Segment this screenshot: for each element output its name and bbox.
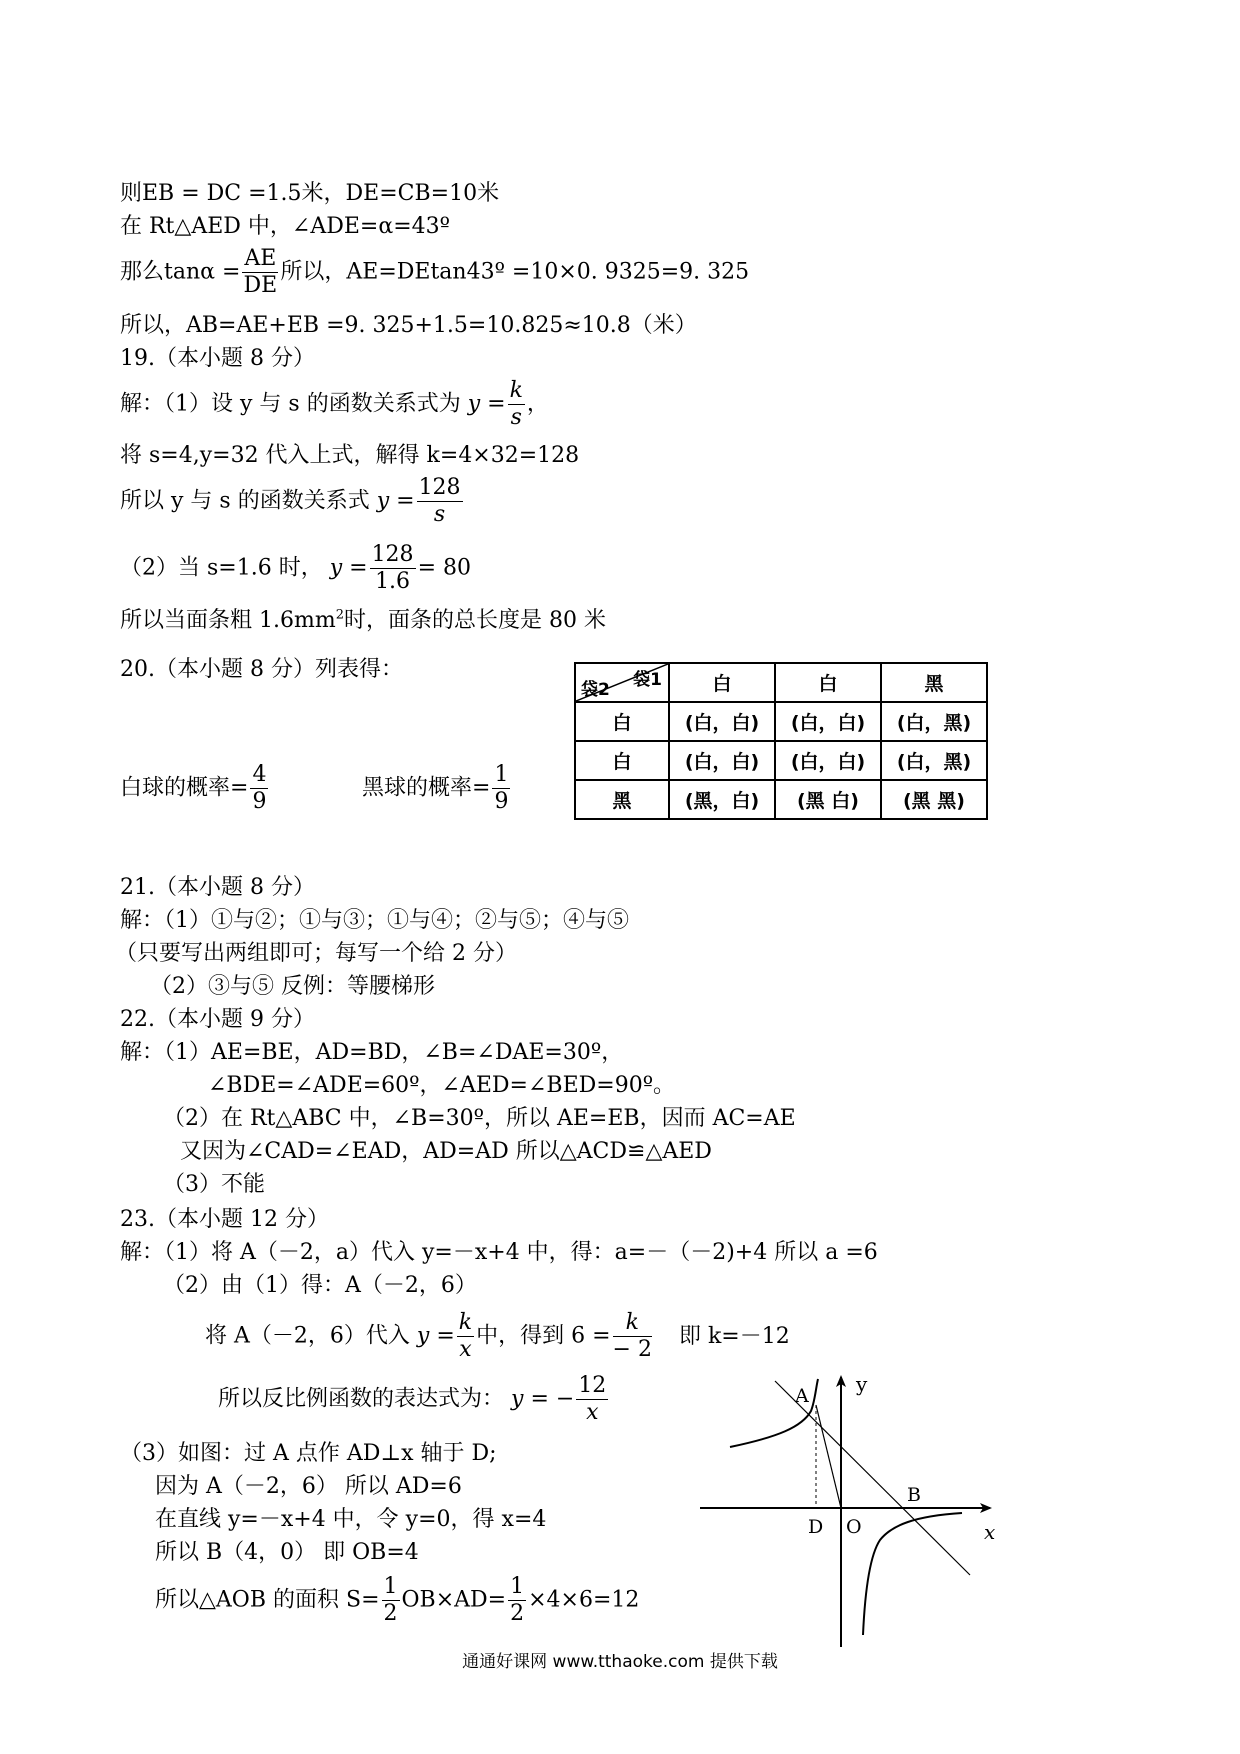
equation-lhs: y = <box>329 555 368 581</box>
text-segment: 所以反比例函数的表达式为： <box>218 1386 505 1412</box>
question-heading: 22.（本小题 9 分） <box>120 1007 315 1032</box>
text-line: 又因为∠CAD=∠EAD，AD=AD 所以△ACD≌△AED <box>180 1139 712 1164</box>
point-b-label: B <box>907 1484 921 1506</box>
numerator: k <box>509 378 523 403</box>
text-line: 将 s=4,y=32 代入上式，解得 k=4×32=128 <box>120 443 580 468</box>
numerator: 128 <box>418 475 461 500</box>
hyperbola-branch-right <box>863 1513 962 1635</box>
table-cell: (白，黑) <box>881 702 987 741</box>
text-line: 因为 A（－2，6） 所以 AD=6 <box>155 1474 462 1499</box>
text-segment: 解：（1）设 y 与 s 的函数关系式为 <box>120 391 461 417</box>
fraction <box>242 246 278 299</box>
table-row <box>575 741 987 780</box>
text-segment: 将 A（－2，6）代入 <box>205 1323 410 1349</box>
table-cell: (白，白) <box>775 702 881 741</box>
text-line: 在 Rt△AED 中，∠ADE=α=43º <box>120 214 450 239</box>
text-line <box>120 607 606 635</box>
fraction <box>576 1373 608 1426</box>
text-line: （2）在 Rt△ABC 中，∠B=30º，所以 AE=EB，因而 AC=AE <box>163 1106 796 1131</box>
denominator: s <box>433 502 446 527</box>
denominator: DE <box>243 273 278 298</box>
table-header-cell: 黑 <box>881 663 987 702</box>
fraction <box>613 1310 652 1363</box>
denominator: x <box>459 1337 472 1362</box>
x-axis-label: x <box>984 1520 996 1544</box>
text-line: 解：（1）将 A（－2，a）代入 y=－x+4 中，得：a=－（－2)+4 所以 a =6 <box>120 1240 878 1265</box>
line-y-neg-x-plus-4 <box>775 1381 970 1575</box>
fraction <box>492 762 510 815</box>
table-row <box>575 780 987 819</box>
text-segment: 白球的概率= <box>120 775 249 801</box>
text-line-with-fraction <box>218 1373 610 1426</box>
denominator: − 2 <box>612 1337 652 1362</box>
table-cell: (白，白) <box>775 741 881 780</box>
fraction <box>417 475 463 528</box>
question-heading: 21.（本小题 8 分） <box>120 875 315 900</box>
text-line: 所以，AB=AE+EB =9. 325+1.5=10.825≈10.8（米） <box>120 313 697 338</box>
probability-line <box>120 762 270 815</box>
probability-table <box>574 662 988 820</box>
question-heading: 23.（本小题 12 分） <box>120 1207 329 1232</box>
numerator: 128 <box>371 542 414 567</box>
text-segment: 中，得到 6 = <box>476 1323 611 1349</box>
text-segment: = 80 <box>417 555 471 581</box>
point-a-label: A <box>795 1385 809 1407</box>
fraction <box>508 378 525 431</box>
text-segment: 时，面条的总长度是 80 米 <box>344 608 606 633</box>
text-line: （3）如图：过 A 点作 AD⊥x 轴于 D; <box>120 1441 497 1466</box>
text-line: （2）③与⑤ 反例：等腰梯形 <box>150 974 435 999</box>
point-d-label: D <box>808 1516 824 1538</box>
fraction <box>382 1574 400 1627</box>
page-footer: 通通好课网 www.tthaoke.com 提供下载 <box>462 1652 778 1672</box>
denominator: 9 <box>252 789 267 814</box>
table-cell: (黑 黑) <box>881 780 987 819</box>
denominator: x <box>586 1400 599 1425</box>
table-header-cell: 白 <box>775 663 881 702</box>
text-segment: 所以△AOB 的面积 S= <box>155 1587 380 1613</box>
text-segment: OB×AD= <box>401 1587 507 1613</box>
denominator: 2 <box>510 1601 525 1626</box>
origin-label: O <box>846 1516 862 1538</box>
denominator: 1.6 <box>375 569 411 594</box>
text-segment: ×4×6=12 <box>528 1587 640 1613</box>
text-segment: 那么tanα = <box>120 259 241 285</box>
table-row-label: 白 <box>575 702 669 741</box>
table-header-cell: 白 <box>669 663 775 702</box>
numerator: 4 <box>252 762 267 787</box>
text-line: （2）由（1）得：A（－2，6） <box>163 1273 477 1298</box>
numerator: AE <box>244 246 277 271</box>
question-heading: 19.（本小题 8 分） <box>120 346 315 371</box>
fraction <box>370 542 416 595</box>
probability-line <box>362 762 512 815</box>
table-header-row <box>575 663 987 702</box>
text-segment: 黑球的概率= <box>362 775 491 801</box>
text-line-with-fraction <box>120 542 471 595</box>
text-line-with-fraction <box>155 1574 639 1627</box>
table-cell: (白，白) <box>669 702 775 741</box>
text-segment: ， <box>526 391 549 417</box>
table-cell: (白，白) <box>669 741 775 780</box>
table-cell: (黑 白) <box>775 780 881 819</box>
superscript: 2 <box>335 607 344 623</box>
numerator: 1 <box>494 762 509 787</box>
equation-lhs: y = − <box>511 1386 575 1412</box>
numerator: k <box>613 1310 652 1337</box>
fraction <box>508 1574 526 1627</box>
corner-label-bag2: 袋2 <box>581 680 610 700</box>
table-row-label: 黑 <box>575 780 669 819</box>
denominator: 9 <box>494 789 509 814</box>
y-axis-label: y <box>856 1372 868 1396</box>
equation-lhs: y = <box>416 1323 455 1349</box>
numerator: 1 <box>510 1574 525 1599</box>
text-line: （3）不能 <box>163 1172 265 1197</box>
text-line-with-fraction <box>205 1310 790 1363</box>
text-segment: 所以当面条粗 1.6mm <box>120 608 336 633</box>
denominator: s <box>510 405 522 430</box>
text-segment: （2）当 s=1.6 时， <box>120 555 323 581</box>
text-segment: 所以 y 与 s 的函数关系式 <box>120 488 370 514</box>
numerator: 1 <box>383 1574 398 1599</box>
text-line-with-fraction <box>120 475 465 528</box>
text-line: 解：（1）AE=BE，AD=BD，∠B=∠DAE=30º， <box>120 1040 624 1065</box>
numerator: 12 <box>578 1373 607 1398</box>
denominator: 2 <box>383 1601 398 1626</box>
question-heading: 20.（本小题 8 分）列表得： <box>120 657 403 682</box>
fraction <box>457 1310 474 1363</box>
equation-lhs: y = <box>376 488 415 514</box>
segment-AO <box>816 1405 841 1508</box>
table-corner-cell <box>575 663 669 702</box>
numerator: k <box>458 1310 473 1335</box>
text-line-with-fraction <box>120 378 549 431</box>
text-line-with-fraction <box>120 246 749 299</box>
text-line: ∠BDE=∠ADE=60º，∠AED=∠BED=90º。 <box>208 1073 676 1098</box>
table-row <box>575 702 987 741</box>
equation-lhs: y = <box>467 391 506 417</box>
text-line: （只要写出两组即可；每写一个给 2 分） <box>115 941 517 966</box>
corner-label-bag1: 袋1 <box>633 670 662 690</box>
text-line: 则EB = DC =1.5米，DE=CB=10米 <box>120 181 500 206</box>
table-cell: (黑，白) <box>669 780 775 819</box>
text-line: 所以 B（4，0） 即 OB=4 <box>155 1540 419 1565</box>
table-row-label: 白 <box>575 741 669 780</box>
fraction <box>250 762 268 815</box>
text-line: 解：（1）①与②；①与③；①与④；②与⑤；④与⑤ <box>120 908 629 933</box>
table-cell: (白，黑) <box>881 741 987 780</box>
text-segment: 即 k=－12 <box>678 1323 790 1349</box>
text-segment: 所以，AE=DEtan43º =10×0. 9325=9. 325 <box>280 259 750 285</box>
text-line: 在直线 y=－x+4 中，令 y=0，得 x=4 <box>155 1507 547 1532</box>
function-graph <box>700 1365 1000 1650</box>
